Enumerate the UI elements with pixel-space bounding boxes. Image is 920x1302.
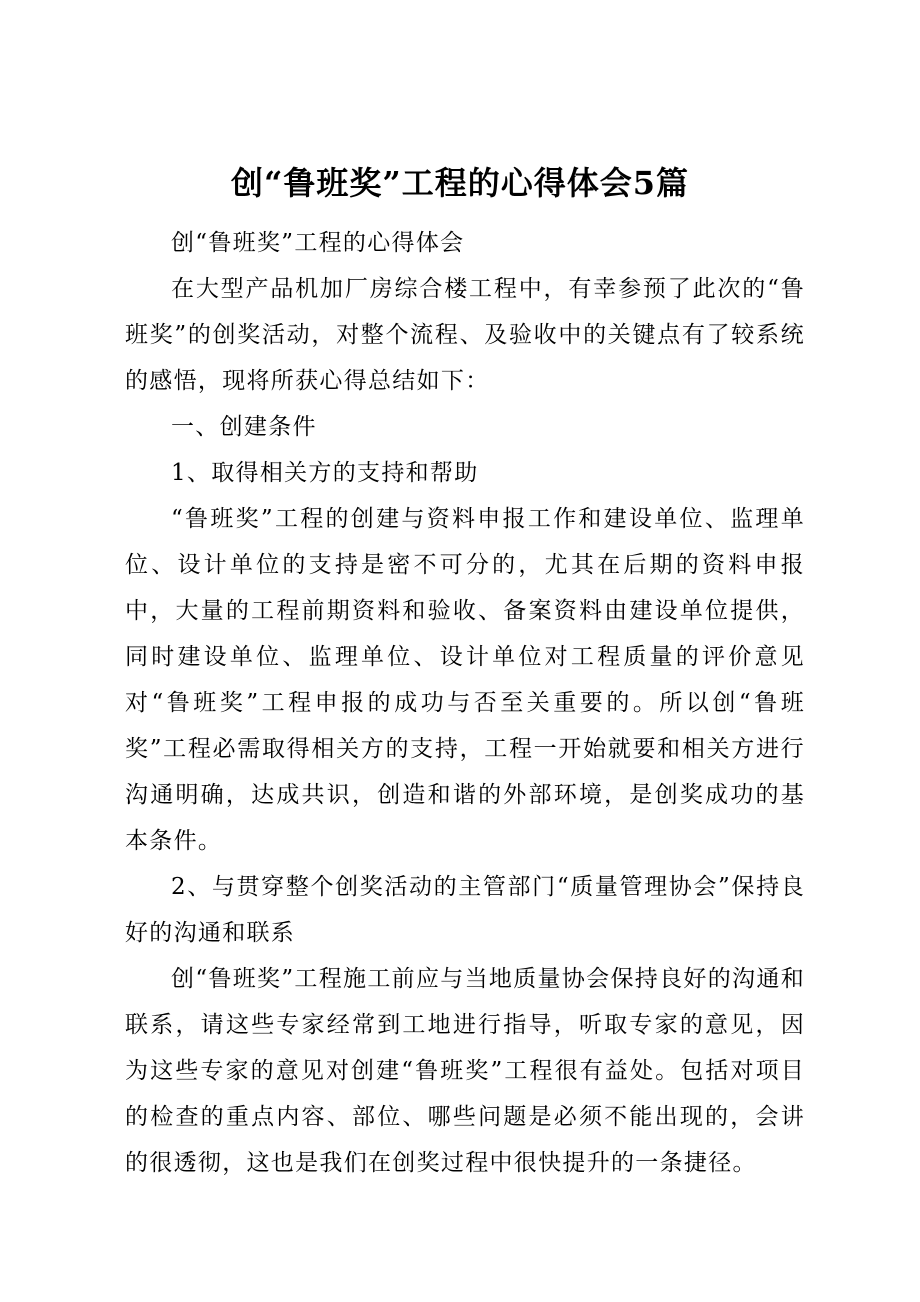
support-paragraph: “鲁班奖”工程的创建与资料申报工作和建设单位、监理单位、设计单位的支持是密不可分的，尤其在后期的资料申报中，大量的工程前期资料和验收、备案资料由建设单位提供，同时建设单位、监理单位、设计单位对工程质量的评价意见对“鲁班奖”工程申报的成功与否至关重要的。所以创“鲁班奖”工程必需取得相关方的支持，工程一开始就要和相关方进行沟通明确，达成共识，创造和谐的外部环境，是创奖成功的基本条件。 xyxy=(125,506,805,854)
section-heading-conditions: 一、创建条件 xyxy=(171,414,317,440)
document-title: 创“鲁班奖”工程的心得体会5篇 xyxy=(230,164,690,202)
section-subtitle: 创“鲁班奖”工程的心得体会 xyxy=(171,230,465,256)
document-body xyxy=(125,220,805,1186)
subheading-communication: 2、与贯穿整个创奖活动的主管部门“质量管理协会”保持良好的沟通和联系 xyxy=(125,874,805,946)
communication-paragraph: 创“鲁班奖”工程施工前应与当地质量协会保持良好的沟通和联系，请这些专家经常到工地进行指导，听取专家的意见，因为这些专家的意见对创建“鲁班奖”工程很有益处。包括对项目的检查的重点内容、部位、哪些问题是必须不能出现的，会讲的很透彻，这也是我们在创奖过程中很快提升的一条捷径。 xyxy=(125,966,805,1176)
intro-paragraph: 在大型产品机加厂房综合楼工程中，有幸参预了此次的“鲁班奖”的创奖活动，对整个流程、及验收中的关键点有了较系统的感悟，现将所获心得总结如下： xyxy=(125,276,805,394)
subheading-support: 1、取得相关方的支持和帮助 xyxy=(171,460,479,486)
